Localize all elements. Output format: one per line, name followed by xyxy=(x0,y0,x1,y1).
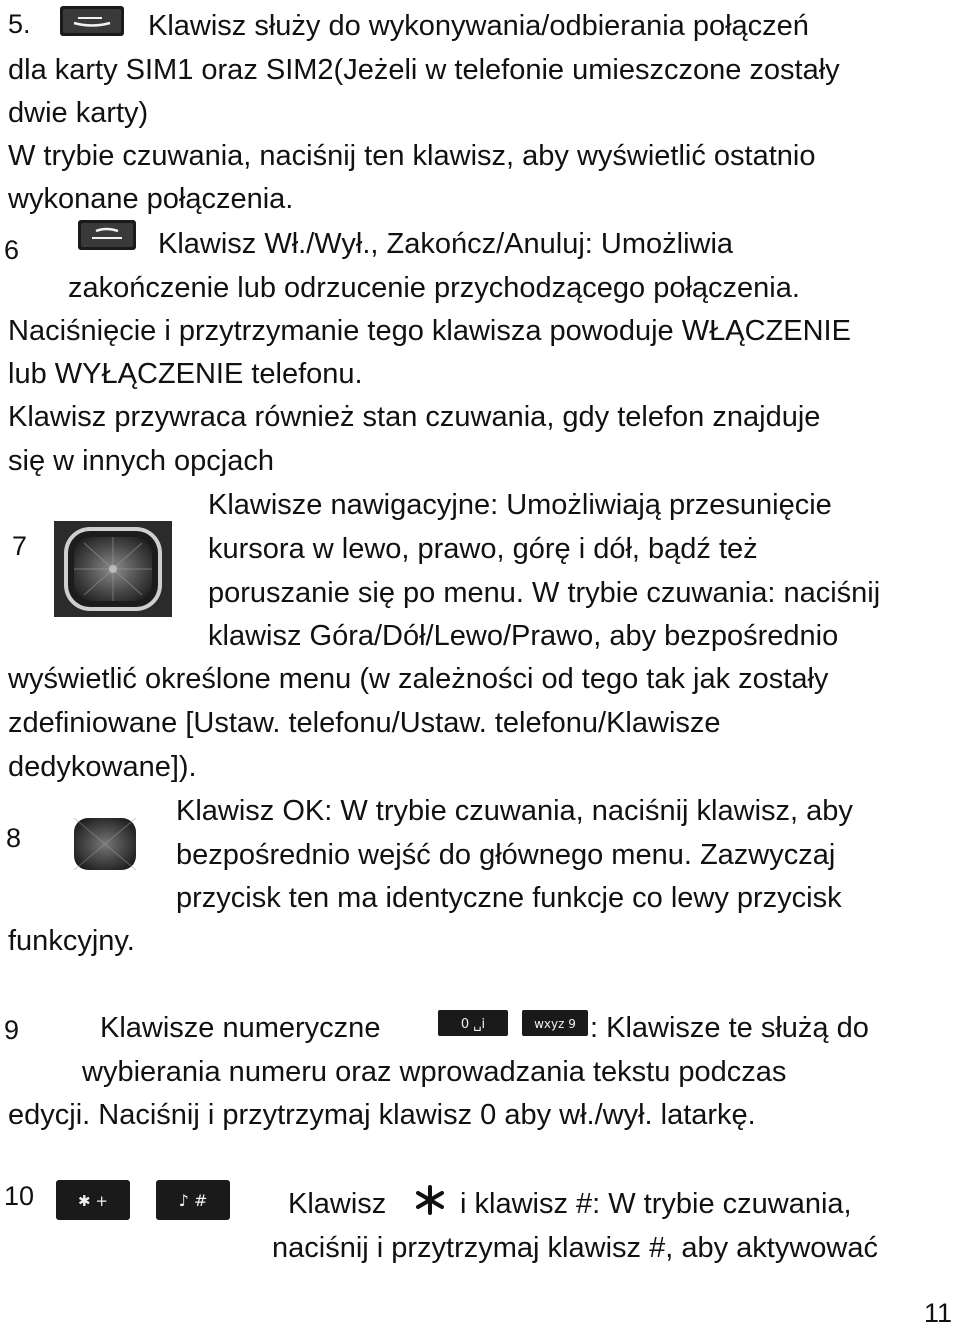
svg-text:wxyz 9: wxyz 9 xyxy=(534,1017,576,1031)
item-7-line-1: Klawisze nawigacyjne: Umożliwiają przesunięcie xyxy=(208,489,832,521)
item-5-line-4: W trybie czuwania, naciśnij ten klawisz, aby wyświetlić ostatnio xyxy=(8,140,816,172)
item-10-line-2: i klawisz #: W trybie czuwania, xyxy=(460,1188,852,1220)
item-7-line-4: klawisz Góra/Dół/Lewo/Prawo, aby bezpośrednio xyxy=(208,620,839,652)
item-6-line-6: się w innych opcjach xyxy=(8,445,274,477)
hash-key-icon xyxy=(156,1180,230,1220)
item-10-line-1: Klawisz xyxy=(288,1188,387,1220)
item-number-9: 9 xyxy=(4,1015,20,1045)
item-number-6: 6 xyxy=(4,235,20,265)
item-9-line-2: : Klawisze te służą do xyxy=(590,1012,869,1044)
item-6-line-3: Naciśnięcie i przytrzymanie tego klawisza powoduje WŁĄCZENIE xyxy=(8,315,851,347)
item-7-line-7: dedykowane]). xyxy=(8,751,197,783)
item-number-7: 7 xyxy=(12,531,28,561)
svg-text:0 ␣i: 0 ␣i xyxy=(460,1017,486,1032)
item-number-10: 10 xyxy=(4,1181,35,1211)
item-5-line-2: dla karty SIM1 oraz SIM2(Jeżeli w telefonie umieszczone zostały xyxy=(8,54,840,86)
item-number-8: 8 xyxy=(6,823,22,853)
item-5-line-1: Klawisz służy do wykonywania/odbierania połączeń xyxy=(148,10,809,42)
item-8-line-2: bezpośrednio wejść do głównego menu. Zazwyczaj xyxy=(176,839,836,871)
item-6-line-2: zakończenie lub odrzucenie przychodzącego połączenia. xyxy=(68,272,800,304)
page-number: 11 xyxy=(924,1298,953,1328)
svg-text:✱ +: ✱ + xyxy=(78,1192,108,1210)
ok-key-icon xyxy=(74,818,136,870)
svg-text:♪ #: ♪ # xyxy=(178,1191,208,1210)
item-6-line-1: Klawisz Wł./Wył., Zakończ/Anuluj: Umożliwia xyxy=(158,228,734,260)
item-7-line-2: kursora w lewo, prawo, górę i dół, bądź też xyxy=(208,533,758,565)
key-9-icon xyxy=(522,1010,588,1036)
item-number-5: 5. xyxy=(8,9,31,39)
item-5-line-3: dwie karty) xyxy=(8,97,149,129)
call-key-icon xyxy=(60,6,124,36)
item-9-line-4: edycji. Naciśnij i przytrzymaj klawisz 0 aby wł./wył. latarkę. xyxy=(8,1099,756,1131)
key-0-icon xyxy=(438,1010,508,1036)
item-9-line-3: wybierania numeru oraz wprowadzania tekstu podczas xyxy=(82,1056,787,1088)
item-5-line-5: wykonane połączenia. xyxy=(8,183,294,215)
end-key-icon xyxy=(78,220,136,250)
item-9-line-1: Klawisze numeryczne xyxy=(100,1012,381,1044)
item-8-line-1: Klawisz OK: W trybie czuwania, naciśnij klawisz, aby xyxy=(176,795,853,827)
asterisk-icon xyxy=(412,1182,448,1218)
item-7-line-3: poruszanie się po menu. W trybie czuwania: naciśnij xyxy=(208,577,881,609)
item-6-line-4: lub WYŁĄCZENIE telefonu. xyxy=(8,358,363,390)
item-7-line-5: wyświetlić określone menu (w zależności od tego tak jak zostały xyxy=(8,663,829,695)
item-8-line-4: funkcyjny. xyxy=(8,925,135,957)
item-6-line-5: Klawisz przywraca również stan czuwania, gdy telefon znajduje xyxy=(8,401,821,433)
star-key-icon xyxy=(56,1180,130,1220)
item-7-line-6: zdefiniowane [Ustaw. telefonu/Ustaw. telefonu/Klawisze xyxy=(8,707,721,739)
navigation-key-icon xyxy=(54,521,172,617)
item-10-line-3: naciśnij i przytrzymaj klawisz #, aby aktywować xyxy=(272,1232,878,1264)
item-8-line-3: przycisk ten ma identyczne funkcje co lewy przycisk xyxy=(176,882,842,914)
